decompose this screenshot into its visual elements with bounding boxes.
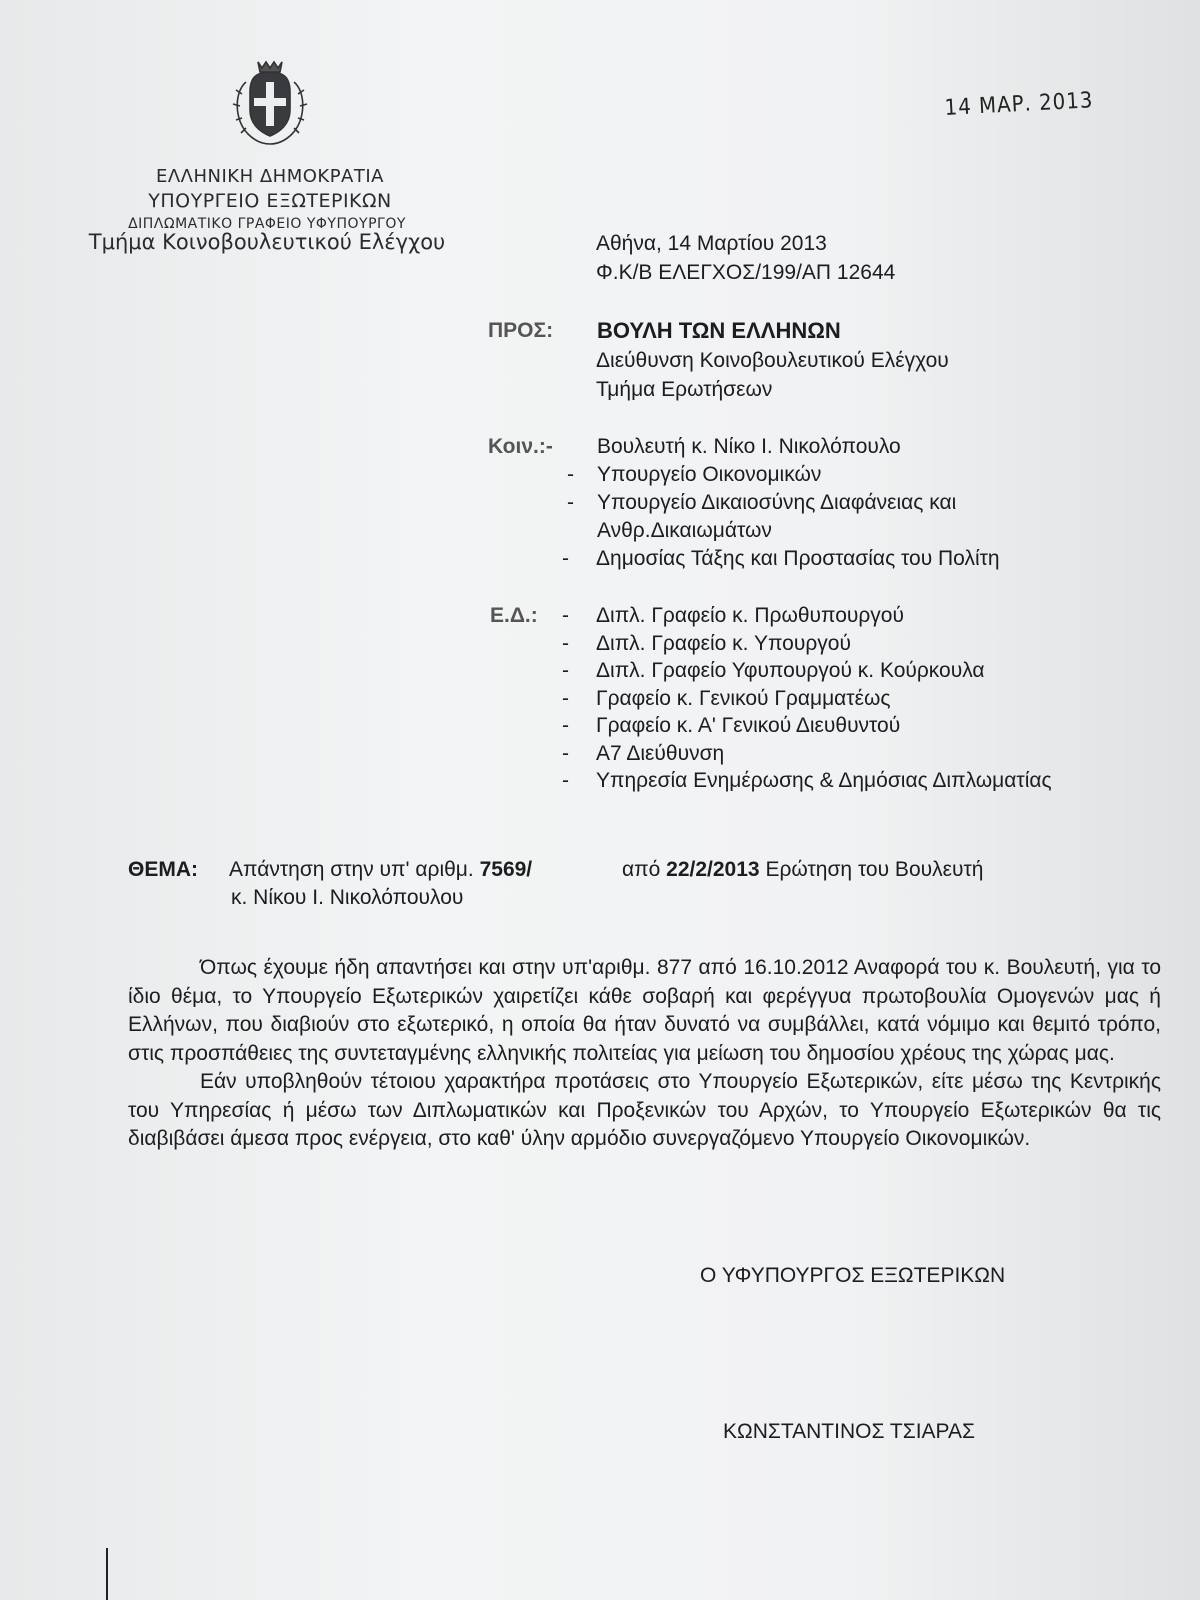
distribution-item: Γραφείο κ. Γενικού Γραμματέως xyxy=(596,687,891,710)
list-dash: - xyxy=(562,659,569,682)
list-dash: - xyxy=(562,687,569,710)
signature-name: ΚΩΝΣΤΑΝΤΙΝΟΣ ΤΣΙΑΡΑΣ xyxy=(723,1420,975,1443)
cc-item: Υπουργείο Οικονομικών xyxy=(597,463,822,486)
subject-part2: από xyxy=(622,858,661,881)
letterhead-republic: ΕΛΛΗΝΙΚΗ ΔΗΜΟΚΡΑΤΙΑ xyxy=(155,166,384,187)
list-dash: - xyxy=(562,742,569,765)
date-line: Αθήνα, 14 Μαρτίου 2013 xyxy=(596,232,827,255)
cc-item: Βουλευτή κ. Νίκο Ι. Νικολόπουλο xyxy=(597,435,901,458)
cc-item: Υπουργείο Δικαιοσύνης Διαφάνειας και xyxy=(597,491,957,514)
letterhead-ministry: ΥΠΟΥΡΓΕΙΟ ΕΞΩΤΕΡΙΚΩΝ xyxy=(148,190,392,212)
reference-number: Φ.Κ/Β ΕΛΕΓΧΟΣ/199/ΑΠ 12644 xyxy=(596,261,896,284)
cc-label: Κοιν.:- xyxy=(488,435,553,458)
coat-of-arms-emblem xyxy=(224,52,316,150)
list-dash: - xyxy=(567,491,574,514)
letter-body xyxy=(128,954,1161,1154)
cc-item: Ανθρ.Δικαιωμάτων xyxy=(597,519,772,542)
subject-date-text xyxy=(622,858,983,882)
subject-number: 7569/ xyxy=(479,858,533,881)
subject-text xyxy=(229,858,532,882)
subject-part3: Ερώτηση του Βουλευτή xyxy=(765,858,984,881)
recipient-section: Τμήμα Ερωτήσεων xyxy=(596,378,773,401)
list-dash: - xyxy=(562,547,569,570)
page-edge-mark xyxy=(106,1548,108,1600)
subject-line2: κ. Νίκου Ι. Νικολόπουλου xyxy=(231,886,464,909)
distribution-item: Διπλ. Γραφείο κ. Υπουργού xyxy=(596,632,851,655)
subject-date: 22/2/2013 xyxy=(666,858,760,881)
recipient-name: ΒΟΥΛΗ ΤΩΝ ΕΛΛΗΝΩΝ xyxy=(597,318,841,343)
signature-title: Ο ΥΦΥΠΟΥΡΓΟΣ ΕΞΩΤΕΡΙΚΩΝ xyxy=(700,1264,1006,1287)
list-dash: - xyxy=(562,714,569,737)
distribution-item: Διπλ. Γραφείο Υφυπουργού κ. Κούρκουλα xyxy=(596,659,985,682)
list-dash: - xyxy=(562,632,569,655)
recipient-directorate: Διεύθυνση Κοινοβουλευτικού Ελέγχου xyxy=(596,349,949,372)
letterhead-department: Τμήμα Κοινοβουλευτικού Ελέγχου xyxy=(88,230,446,254)
received-date-stamp: 14 ΜΑΡ. 2013 xyxy=(944,88,1095,121)
distribution-item: Γραφείο κ. Α' Γενικού Διευθυντού xyxy=(596,714,901,737)
internal-distribution-label: Ε.Δ.: xyxy=(490,604,538,627)
distribution-item: Α7 Διεύθυνση xyxy=(596,742,725,765)
subject-part1: Απάντηση στην υπ' αριθμ. xyxy=(229,858,474,881)
list-dash: - xyxy=(562,769,569,792)
body-paragraph: Όπως έχουμε ήδη απαντήσει και στην υπ'αριθμ. 877 από 16.10.2012 Αναφορά του κ. Βουλευτή, για το ίδιο θέμα, το Υπουργείο Εξωτερικών χαιρετίζει κάθε σοβαρή και φερέγγυα πρωτοβουλία Ομογενών μας ή Ελλήνων, που διαβιούν στο εξωτερικό, η οποία θα ήταν δυνατό να συμβάλλει, κατά νόμιμο και θεμιτό τρόπο, στις προσπάθειες της συντεταγμένης ελληνικής πολιτείας για μείωση του δημοσίου χρέους της χώρας μας. xyxy=(128,956,1161,1065)
cc-item: Δημοσίας Τάξης και Προστασίας του Πολίτη xyxy=(596,547,1000,570)
list-dash: - xyxy=(562,604,569,627)
distribution-item: Υπηρεσία Ενημέρωσης & Δημόσιας Διπλωματίας xyxy=(596,769,1052,792)
letterhead-office: ΔΙΠΛΩΜΑΤΙΚΟ ΓΡΑΦΕΙΟ ΥΦΥΠΟΥΡΓΟΥ xyxy=(128,216,406,232)
recipient-label: ΠΡΟΣ: xyxy=(488,319,554,342)
list-dash: - xyxy=(567,463,574,486)
subject-label: ΘΕΜΑ: xyxy=(128,858,198,881)
body-paragraph: Εάν υποβληθούν τέτοιου χαρακτήρα προτάσεις στο Υπουργείο Εξωτερικών, είτε μέσω της Κεντρικής του Υπηρεσίας ή μέσω των Διπλωματικών και Προξενικών του Αρχών, το Υπουργείο Εξωτερικών θα τις διαβιβάσει άμεσα προς ενέργεια, στο καθ' ύλην αρμόδιο συνεργαζόμενο Υπουργείο Οικονομικών. xyxy=(128,1070,1161,1150)
distribution-item: Διπλ. Γραφείο κ. Πρωθυπουργού xyxy=(596,604,904,627)
